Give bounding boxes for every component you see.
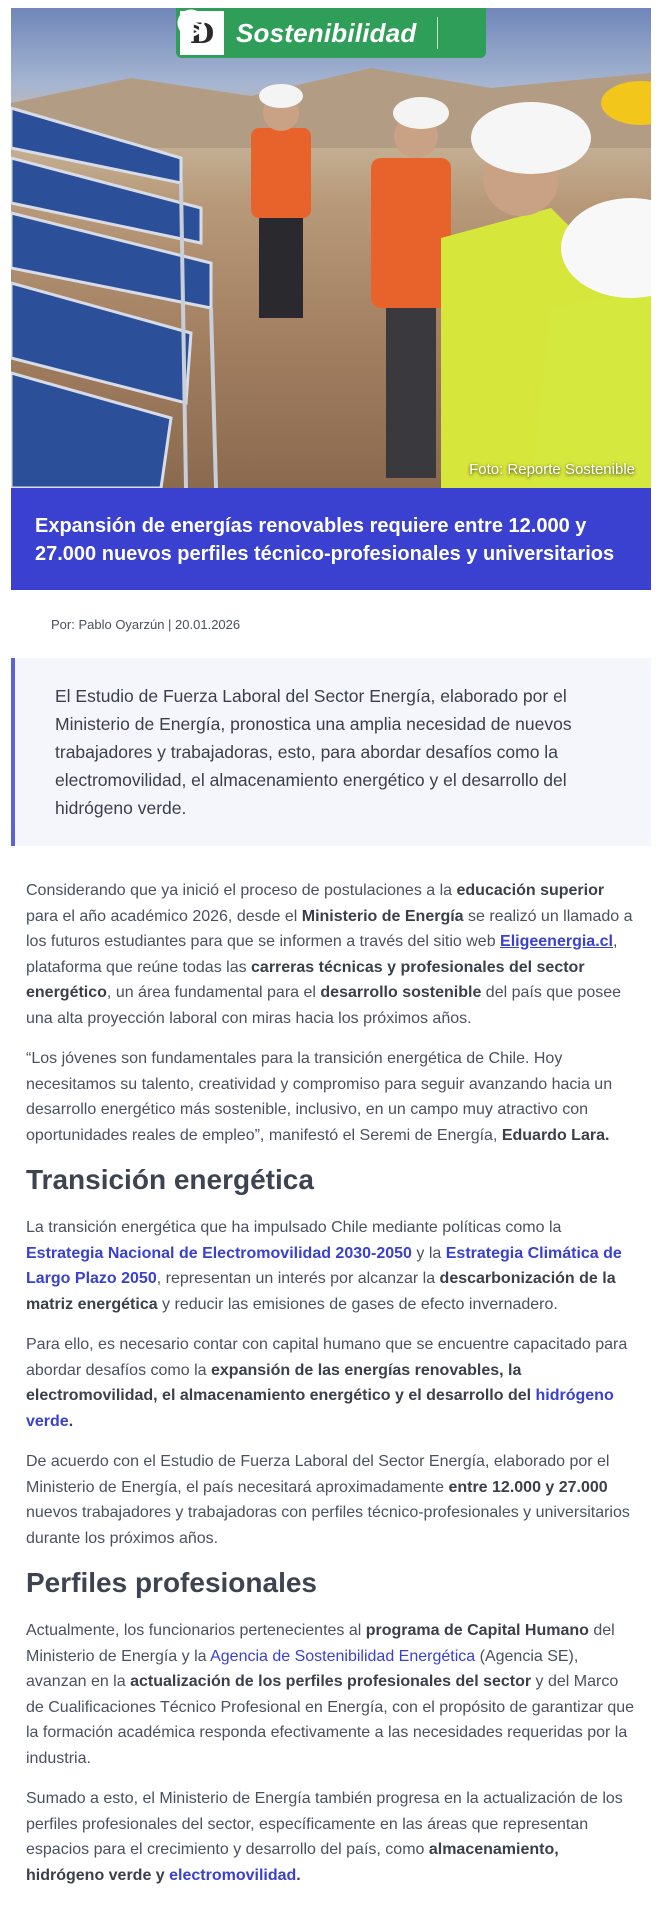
article-byline: Por: Pablo Oyarzún | 20.01.2026 (51, 617, 241, 632)
article-summary (11, 658, 651, 846)
body-paragraph: Considerando que ya inició el proceso de postulaciones a la educación superior para el año académico 2026, desde el Ministerio de Energía se realizó un llamado a los futuros estudiantes para que se informen a través del sitio web Eligeenergia.cl, plataforma que reúne todas las carreras técnicas y profesionales del sector energético, un área fundamental para el desarrollo sostenible del país que posee una alta proyección laboral con miras hacia los próximos años. (26, 882, 633, 1027)
section-heading-transicion: Transición energética (26, 1164, 314, 1195)
eligeenergia-link[interactable]: Eligeenergia.cl (500, 933, 613, 950)
globe-icon (438, 8, 486, 58)
body-paragraph: Sumado a esto, el Ministerio de Energía también progresa en la actualización de los perfiles profesionales del sector, específicamente en las áreas que representan espacios para el crecimiento y desarrollo del país, como almacenamiento, hidrógeno verde y electromovilidad. (26, 1790, 623, 1884)
section-badge (176, 8, 486, 58)
body-paragraph: “Los jóvenes son fundamentales para la transición energética de Chile. Hoy necesitamos su talento, creatividad y compromiso para seguir avanzando hacia un desarrollo energético más sostenible, inclusivo, en un campo muy atractivo con oportunidades reales de empleo”, manifestó el Seremi de Energía, Eduardo Lara. (26, 1050, 613, 1144)
photo-credit: Foto: Reporte Sostenible (469, 461, 635, 478)
summary-text: El Estudio de Fuerza Laboral del Sector Energía, elaborado por el Ministerio de Energía, pronostica una amplia necesidad de nuevos trabajadores y trabajadoras, esto, para abordar desafíos como la electromovilidad, el almacenamiento energético y el desarrollo del hidrógeno verde. (55, 686, 572, 818)
estrategia-climatica-link[interactable]: Estrategia Climática de Largo Plazo 2050 (26, 1244, 622, 1287)
article-body (26, 878, 638, 1903)
body-paragraph: Actualmente, los funcionarios pertenecientes al programa de Capital Humano del Ministerio de Energía y la Agencia de Sostenibilidad Energética (Agencia SE), avanzan en la actualización de los perfiles profesionales del sector y del Marco de Cualificaciones Técnico Profesional en Energía, con el propósito de garantizar que la formación académica responda efectivamente a las necesidades requeridas por la industria. (26, 1622, 635, 1767)
estrategia-electromovilidad-link[interactable]: Estrategia Nacional de Electromovilidad 2030-2050 (26, 1244, 412, 1262)
hidrogeno-verde-link[interactable]: hidrógeno verde (26, 1387, 614, 1430)
article-title-bar (11, 488, 651, 590)
d-logo-icon: D (180, 11, 224, 55)
hero-image (11, 8, 651, 488)
section-badge-title: Sostenibilidad (236, 17, 417, 48)
body-paragraph: De acuerdo con el Estudio de Fuerza Laboral del Sector Energía, elaborado por el Ministerio de Energía, el país necesitará aproximadamente entre 12.000 y 27.000 nuevos trabajadores y trabajadoras con perfiles técnico-profesionales y universitarios durante los próximos años. (26, 1453, 630, 1547)
body-paragraph: Para ello, es necesario contar con capital humano que se encuentre capacitado para abordar desafíos como la expansión de las energías renovables, la electromovilidad, el almacenamiento energético y el desarrollo del hidrógeno verde. (26, 1336, 628, 1430)
hero-photo-illustration (11, 8, 651, 488)
agencia-se-link[interactable]: Agencia de Sostenibilidad Energética (210, 1647, 476, 1665)
electromovilidad-link[interactable]: electromovilidad (169, 1866, 297, 1884)
body-paragraph: La transición energética que ha impulsado Chile mediante políticas como la Estrategia Nacional de Electromovilidad 2030-2050 y la Estrategia Climática de Largo Plazo 2050, representan un interés por alcanzar la descarbonización de la matriz energética y reducir las emisiones de gases de efecto invernadero. (26, 1219, 622, 1313)
article-title: Expansión de energías renovables requiere entre 12.000 y 27.000 nuevos perfiles técnico-profesionales y universitarios (35, 515, 615, 565)
section-heading-perfiles: Perfiles profesionales (26, 1567, 318, 1598)
